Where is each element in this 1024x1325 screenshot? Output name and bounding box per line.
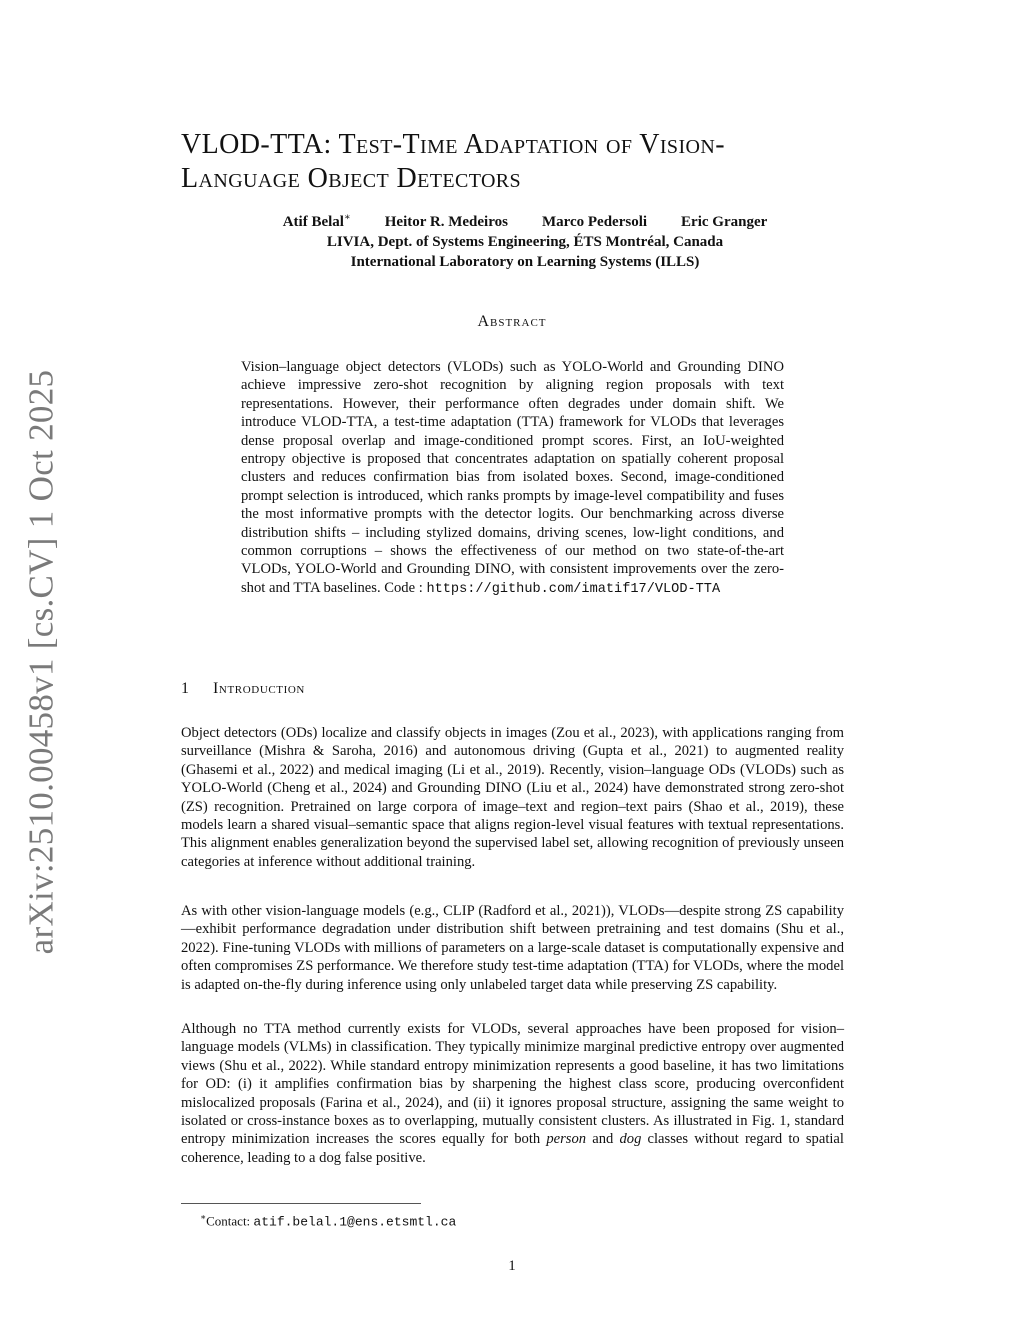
author-1-mark: ∗ xyxy=(343,212,351,223)
title-line-1: VLOD-TTA: Test-Time Adaptation of Vision- xyxy=(181,129,725,160)
page-number: 1 xyxy=(508,1258,516,1274)
author-names xyxy=(230,208,820,232)
paragraph-1: Object detectors (ODs) localize and classify objects in images (Zou et al., 2023), with applications ranging from surveillance (Mishra & Saroha, 2016) and autonomous driving (Gupta et al., 2021) to augmented reality (Ghasemi et al., 2022) and medical imaging (Li et al., 2019). Recently, vision–language ODs (VLODs) such as YOLO-World (Cheng et al., 2024) and Grounding DINO (Liu et al., 2024) have demonstrated strong zero-shot (ZS) recognition. Pretrained on large corpora of image–text and region–text pairs (Shao et al., 2019), these models learn a shared visual–semantic space that aligns region-level visual features with textual representations. This alignment enables generalization beyond the supervised label set, allowing recognition of previously unseen categories at inference without additional training. xyxy=(181,725,844,870)
contact-email[interactable]: atif.belal.1@ens.etsmtl.ca xyxy=(253,1214,457,1230)
author-3: Marco Pedersoli xyxy=(541,214,648,230)
affiliation-2: International Laboratory on Learning Systems (ILLS) xyxy=(350,254,700,270)
title-line-2: Language Object Detectors xyxy=(181,163,522,194)
footnote xyxy=(200,1209,456,1230)
section-number: 1 xyxy=(181,680,190,697)
person-class-term: person xyxy=(546,1131,587,1148)
abstract-text: Vision–language object detectors (VLODs) such as YOLO-World and Grounding DINO achieve impressive zero-shot recognition by aligning region proposals with text representations. However, their performance often degrades under domain shift. We introduce VLOD-TTA, a test-time adaptation (TTA) framework for VLODs that leverages dense proposal overlap and image-conditioned prompt scores. First, an IoU-weighted entropy objective is proposed that concentrates adaptation on spatially coherent proposal clusters and reduces confirmation bias from isolated boxes. Second, image-conditioned prompt selection is introduced, which ranks prompts by image-level compatibility and fuses the most informative prompts with the detector logits. Our benchmarking across diverse distribution shifts – including stylized domains, driving scenes, low-light conditions, and common corruptions – shows the effectiveness of our method on two state-of-the-art VLODs, YOLO-World and Grounding DINO, with consistent improvements over the zero-shot and TTA baselines. Code : xyxy=(241,359,784,596)
dog-class-term: dog xyxy=(619,1131,642,1148)
abstract-heading-text: Abstract xyxy=(477,313,547,330)
affiliation-1: LIVIA, Dept. of Systems Engineering, ÉTS Montréal, Canada xyxy=(326,234,724,250)
abstract-heading xyxy=(0,313,1024,331)
footnote-rule xyxy=(181,1203,421,1204)
author-4: Eric Granger xyxy=(681,214,768,230)
paragraph-3-and: and xyxy=(592,1131,614,1148)
code-link[interactable]: https://github.com/imatif17/VLOD-TTA xyxy=(426,581,721,597)
author-block xyxy=(230,208,820,272)
arxiv-id-text: arXiv:2510.00458v1 [cs.CV] 1 Oct 2025 xyxy=(21,369,61,955)
paragraph-3-part-a: Although no TTA method currently exists for VLODs, several approaches have been proposed for vision–language models (VLMs) in classification. They typically minimize marginal predictive entropy over augmented views (Shu et al., 2022). While standard entropy minimization represents a good baseline, it has two limitations for OD: (i) it amplifies confirmation bias by sharpening the highest class score, producing overconfident mislocalized proposals (Farina et al., 2024), and (ii) it ignores proposal structure, assigning the same weight to isolated or cross-instance boxes as to overlapping, mutually consistent clusters. As illustrated in Fig. 1, standard entropy minimization increases the scores equally for both xyxy=(181,1021,844,1148)
paragraph-2: As with other vision-language models (e.g., CLIP (Radford et al., 2021)), VLODs—despite strong ZS capability—exhibit performance degradation under distribution shift between pretraining and test domains (Shu et al., 2022). Fine-tuning VLODs with millions of parameters on a large-scale dataset is computationally expensive and often compromises ZS performance. We therefore study test-time adaptation (TTA) for VLODs, where the model is adapted on-the-fly during inference using only unlabeled target data while preserving ZS capability. xyxy=(181,903,844,993)
paragraph-3 xyxy=(181,1020,844,1167)
footnote-mark: ∗ xyxy=(200,1212,207,1222)
paragraph-3-part-b: classes without regard to spatial coherence, leading to a dog false positive. xyxy=(181,1131,844,1166)
arxiv-identifier xyxy=(18,369,64,955)
abstract-body xyxy=(241,358,784,599)
author-2: Heitor R. Medeiros xyxy=(384,214,508,230)
section-heading xyxy=(181,680,305,698)
section-title: Introduction xyxy=(213,680,305,697)
author-1: Atif Belal xyxy=(282,214,344,230)
paper-title xyxy=(181,128,861,196)
footnote-label: Contact: xyxy=(206,1213,251,1229)
